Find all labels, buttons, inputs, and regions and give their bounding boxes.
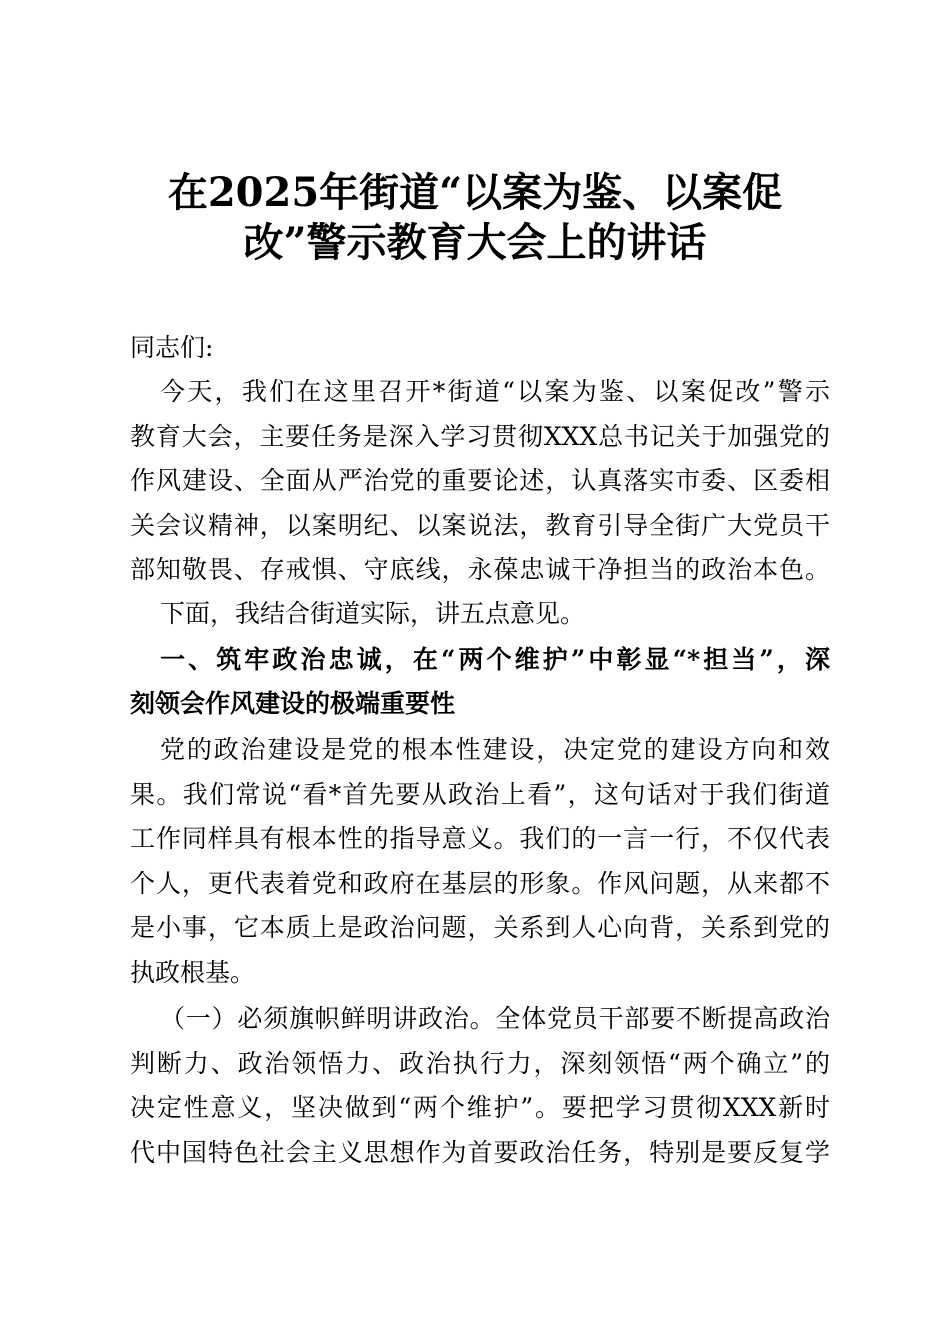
paragraph-line: 判断力、政治领悟力、政治执行力，深刻领悟“两个确立”的 bbox=[130, 1049, 830, 1078]
paragraph-line: 是小事，它本质上是政治问题，关系到人心向背，关系到党的 bbox=[130, 913, 830, 942]
paragraph-line: 教育大会，主要任务是深入学习贯彻XXX总书记关于加强党的 bbox=[130, 422, 830, 451]
section-heading-line: 刻领会作风建设的极端重要性 bbox=[130, 689, 456, 718]
paragraph-line: 工作同样具有根本性的指导意义。我们的一言一行，不仅代表 bbox=[130, 824, 830, 853]
document-title-line-2: 改”警示教育大会上的讲话 bbox=[243, 219, 707, 266]
paragraph-line: 个人，更代表着党和政府在基层的形象。作风问题，从来都不 bbox=[130, 869, 830, 898]
document-title-line-1: 在2025年街道“以案为鉴、以案促 bbox=[167, 169, 783, 216]
paragraph-line: 今天，我们在这里召开*街道“以案为鉴、以案促改”警示 bbox=[160, 377, 830, 406]
section-heading-line: 一、筑牢政治忠诚，在“两个维护”中彰显“*担当”，深 bbox=[160, 645, 830, 674]
paragraph-line: 决定性意义，坚决做到“两个维护”。要把学习贯彻XXX新时 bbox=[130, 1093, 830, 1122]
paragraph-line: 果。我们常说“看*首先要从政治上看”，这句话对于我们街道 bbox=[130, 780, 830, 809]
paragraph-line: 关会议精神，以案明纪、以案说法，教育引导全街广大党员干 bbox=[130, 511, 830, 540]
paragraph-line: 党的政治建设是党的根本性建设，决定党的建设方向和效 bbox=[160, 735, 830, 764]
paragraph-line: 部知敬畏、存戒惧、守底线，永葆忠诚干净担当的政治本色。 bbox=[130, 555, 830, 584]
paragraph-line: 执政根基。 bbox=[130, 958, 256, 987]
paragraph-line: 作风建设、全面从严治党的重要论述，认真落实市委、区委相 bbox=[130, 466, 830, 495]
paragraph-line: 下面，我结合街道实际，讲五点意见。 bbox=[160, 599, 586, 628]
paragraph-line: （一）必须旗帜鲜明讲政治。全体党员干部要不断提高政治 bbox=[160, 1004, 830, 1033]
paragraph-line: 同志们: bbox=[130, 333, 214, 362]
paragraph-line: 代中国特色社会主义思想作为首要政治任务，特别是要反复学 bbox=[130, 1138, 830, 1167]
